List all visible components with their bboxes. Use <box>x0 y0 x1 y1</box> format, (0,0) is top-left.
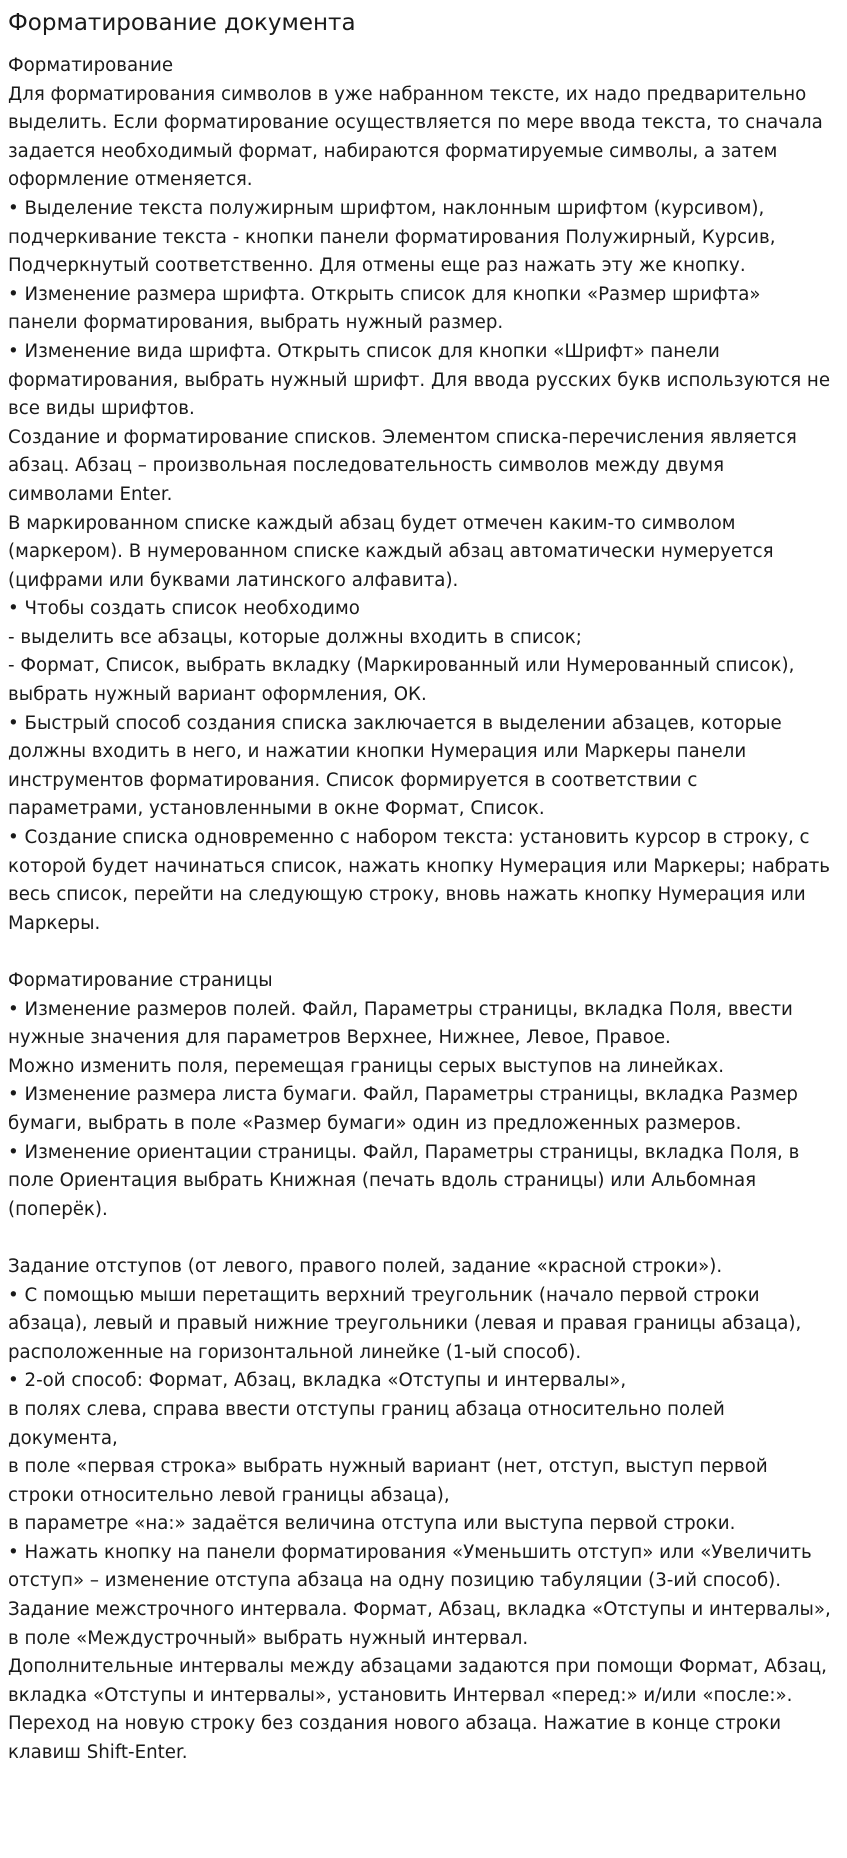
text-line: • Быстрый способ создания списка заключается в выделении абзацев, которые должны входить в него, и нажатии кнопки Нумерация или Маркеры панели инструментов форматирования. Список формируется в соответствии с параметрами, установленными в окне Формат, Список. <box>8 712 788 820</box>
text-line: Для форматирования символов в уже набранном тексте, их надо предварительно выделить. Если форматирование осуществляется по мере ввода текста, то сначала задается необходимый формат, набираются форматируемые символы, а затем оформление отменяется. <box>8 83 829 191</box>
text-line: • Изменение вида шрифта. Открыть список для кнопки «Шрифт» панели форматирования, выбрать нужный шрифт. Для ввода русских букв используются не все виды шрифтов. <box>8 340 836 420</box>
text-line: в поле «первая строка» выбрать нужный вариант (нет, отступ, выступ первой строки относительно левой границы абзаца), <box>8 1456 774 1506</box>
text-line: Форматирование <box>8 55 174 76</box>
text-line: - Формат, Список, выбрать вкладку (Маркированный или Нумерованный список), выбрать нужный вариант оформления, ОК. <box>8 655 801 706</box>
text-line: • Изменение ориентации страницы. Файл, Параметры страницы, вкладка Поля, в поле Ориентация выбрать Книжная (печать вдоль страницы) или Альбомная (поперёк). <box>8 1141 806 1220</box>
blank-line <box>8 1224 835 1253</box>
text-line: Форматирование страницы <box>8 970 273 991</box>
text-line: • Создание списка одновременно с набором текста: установить курсор в строку, с которой будет начинаться список, нажать кнопку Нумерация или Маркеры; набрать весь список, перейти на следующую строку, вновь нажать кнопку Нумерация или Маркеры. <box>8 827 836 934</box>
text-line: Дополнительные интервалы между абзацами задаются при помощи Формат, Абзац, вкладка «Отступы и интервалы», установить Интервал «перед:» и/или «после:». <box>8 1656 833 1706</box>
text-line: Задание межстрочного интервала. Формат, Абзац, вкладка «Отступы и интервалы», в поле «Междустрочный» выбрать нужный интервал. <box>8 1599 837 1649</box>
document-title: Форматирование документа <box>8 10 356 36</box>
text-line: • 2-ой способ: Формат, Абзац, вкладка «Отступы и интервалы», <box>8 1370 627 1392</box>
text-line: • Изменение размера шрифта. Открыть список для кнопки «Размер шрифта» панели форматирования, выбрать нужный размер. <box>8 283 767 334</box>
text-line: Задание отступов (от левого, правого полей, задание «красной строки»). <box>8 1255 723 1277</box>
text-line: В маркированном списке каждый абзац будет отмечен каким-то символом (маркером). В нумерованном списке каждый абзац автоматически нумеруется (цифрами или буквами латинского алфавита). <box>8 512 780 591</box>
text-line: Можно изменить поля, перемещая границы серых выступов на линейках. <box>8 1055 724 1077</box>
text-line: • С помощью мыши перетащить верхний треугольник (начало первой строки абзаца), левый и правый нижние треугольники (левая и правая границы абзаца), расположенные на горизонтальной линейке (1-ый способ). <box>8 1284 808 1363</box>
text-line: • Изменение размеров полей. Файл, Параметры страницы, вкладка Поля, ввести нужные значения для параметров Верхнее, Нижнее, Левое, Правое. <box>8 998 799 1049</box>
text-line: в полях слева, справа ввести отступы границ абзаца относительно полей документа, <box>8 1398 731 1449</box>
text-line: Переход на новую строку без создания нового абзаца. Нажатие в конце строки клавиш Shift-Enter. <box>8 1713 787 1764</box>
text-line: • Выделение текста полужирным шрифтом, наклонным шрифтом (курсивом), подчеркивание текста - кнопки панели форматирования Полужирный, Курсив, Подчеркнутый соответственно. Для отмены еще раз нажать эту же кнопку. <box>8 197 782 277</box>
text-line: Создание и форматирование списков. Элементом списка-перечисления является абзац. Абзац – произвольная последовательность символов между двумя символами Enter. <box>8 426 803 505</box>
text-line: • Изменение размера листа бумаги. Файл, Параметры страницы, вкладка Размер бумаги, выбрать в поле «Размер бумаги» один из предложенных размеров. <box>8 1084 804 1134</box>
blank-line <box>8 938 835 967</box>
document-body <box>8 52 835 1768</box>
text-line: • Нажать кнопку на панели форматирования «Уменьшить отступ» или «Увеличить отступ» – изменение отступа абзаца на одну позицию табуляции (3-ий способ). <box>8 1541 818 1592</box>
text-line: - выделить все абзацы, которые должны входить в список; <box>8 626 582 648</box>
text-line: • Чтобы создать список необходимо <box>8 598 360 620</box>
text-line: в параметре «на:» задаётся величина отступа или выступа первой строки. <box>8 1513 736 1535</box>
